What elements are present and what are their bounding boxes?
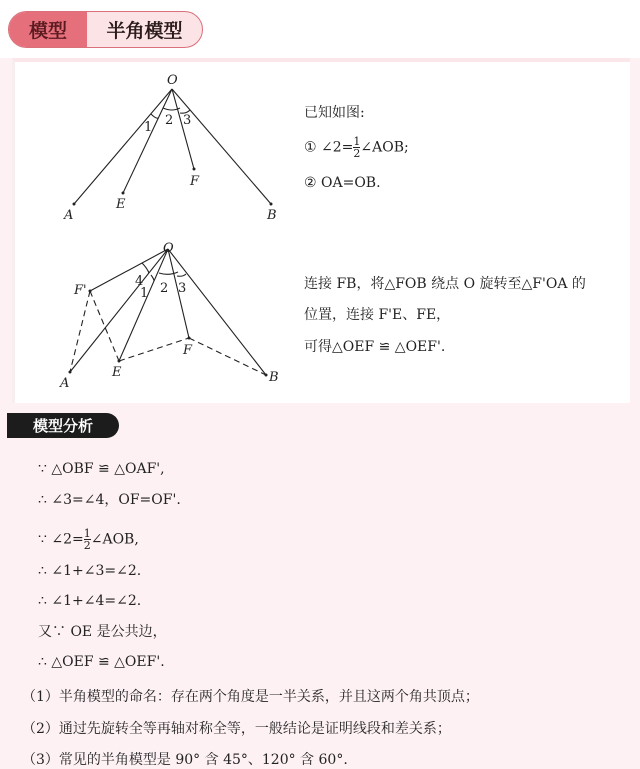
note-line: （1）半角模型的命名：存在两个角度是一半关系，并且这两个角共顶点； [22,689,479,705]
page-title: 半角模型 [106,20,183,42]
note-line: （3）常见的半角模型是 90° 含 45°、120° 含 60°. [22,752,348,768]
label-A2: A [60,376,70,391]
figure-1-points [73,168,273,206]
angle-2b: 2 [160,281,169,296]
analysis-line: ∴ ∠3=∠4，OF=OF'. [38,492,181,508]
given-title: 已知如图: [304,105,365,121]
label-O2: O [163,241,174,256]
label-F2: F [183,343,193,358]
label-F-prime: F' [74,283,87,298]
analysis-line: ∴ △OEF ≌ △OEF'. [38,654,165,670]
figure-2 [70,249,266,375]
analysis-line: ∵ ∠2= $\frac{1}{2}$ ∠AOB, [38,527,139,552]
angle-2: 2 [165,113,174,128]
angle-3b: 3 [178,281,187,296]
analysis-line: 又∵ OE 是公共边， [38,624,167,640]
label-E: E [116,197,126,212]
label-F: F [190,174,200,189]
label-B: B [267,208,277,223]
angle-4: 4 [135,274,144,289]
analysis-line: ∴ ∠1+∠3=∠2. [38,563,142,579]
figure-1 [74,89,271,204]
analysis-line: ∵ △OBF ≌ △OAF', [38,461,165,477]
given-condition-2: ② OA=OB. [304,175,381,191]
label-E2: E [112,365,122,380]
note-line: （2）通过先旋转全等再轴对称全等，一般结论是证明线段和差关系； [22,721,451,737]
construction-line-3: 可得△OEF ≌ △OEF'. [304,339,446,355]
construction-line-1: 连接 FB，将△FOB 绕点 O 旋转至△F'OA 的 [304,276,586,292]
label-B2: B [269,370,279,385]
angle-3: 3 [183,113,192,128]
model-tag: 模型 [9,12,87,47]
label-A: A [64,208,74,223]
label-O: O [167,73,178,88]
analysis-tag: 模型分析 [7,413,119,438]
angle-1: 1 [144,120,153,135]
analysis-line: ∴ ∠1+∠4=∠2. [38,593,142,609]
angle-1b: 1 [140,286,149,301]
construction-line-2: 位置，连接 F'E、FE， [304,307,451,323]
given-condition-1: ① ∠2= $\frac{1}{2}$ ∠AOB; [304,135,409,160]
